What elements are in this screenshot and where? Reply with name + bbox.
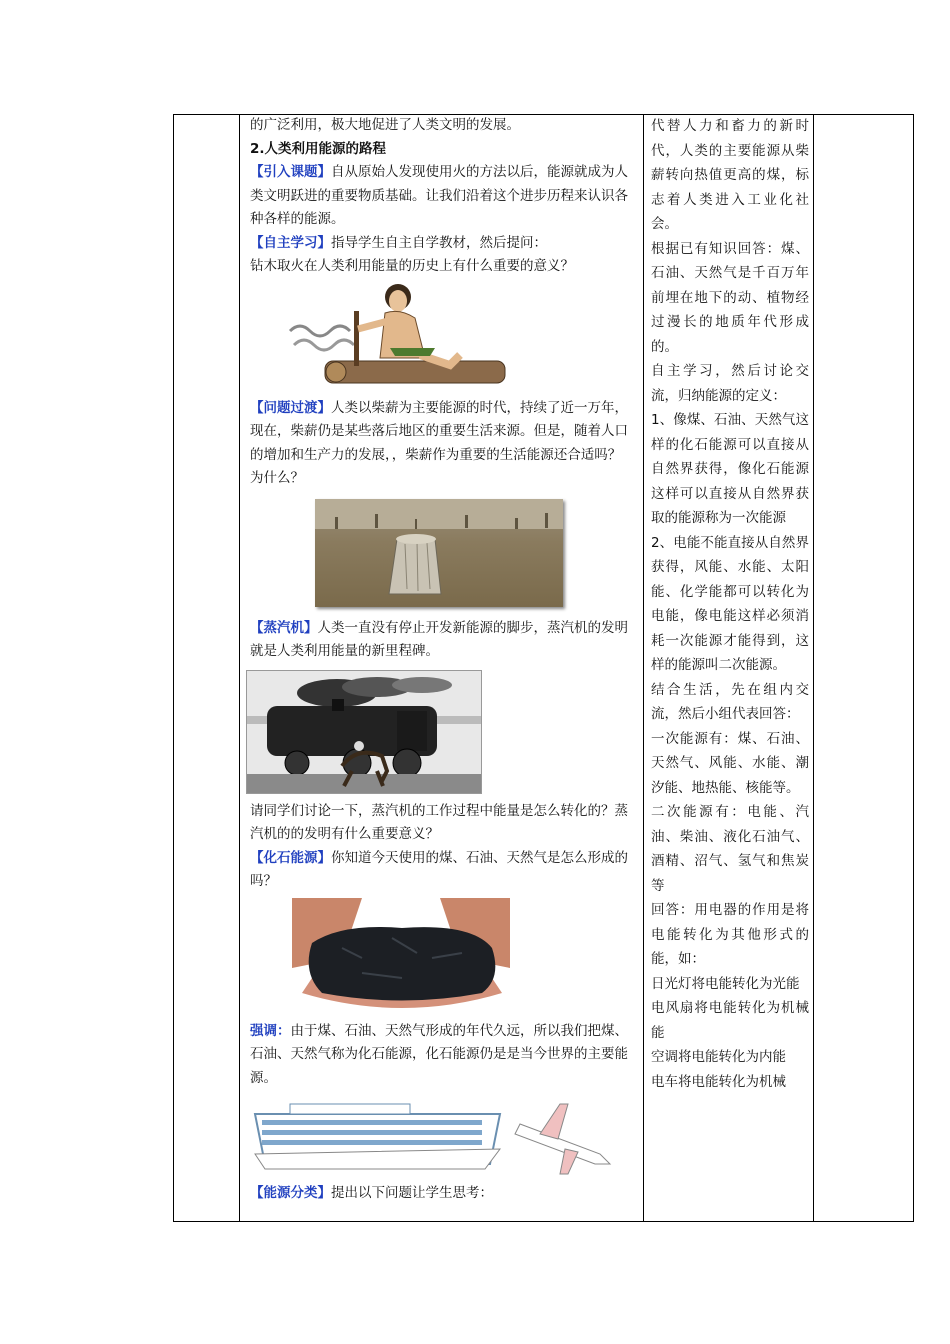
- fossil-text: 你知道今天使用的煤、石油、天然气是怎么形成的吗？: [250, 849, 628, 889]
- steam-text: 人类一直没有停止开发新能源的脚步，蒸汽机的发明就是人类利用能量的新里程碑。: [250, 619, 628, 659]
- deforested-land-photo: [315, 499, 563, 607]
- side-text-3: 自主学习，然后讨论交流，归纳能源的定义：: [651, 363, 809, 404]
- study-text: 指导学生自主自学教材，然后提问：: [331, 234, 547, 251]
- transition-text: 人类以柴薪为主要能源的时代，持续了近一万年，现在，柴薪仍是某些落后地区的重要生活来源。但是，随着人口的增加和生产力的发展，，柴薪作为重要的生活能源还合适吗？为什么？: [250, 399, 628, 486]
- section-heading: 2.人类利用能源的路程: [250, 140, 387, 157]
- side-text-8: 二次能源有：电能、汽油、柴油、液化石油气、酒精、沼气、氢气和焦炭等: [651, 804, 809, 894]
- intro-text: 自从原始人发现使用火的方法以后，能源就成为人类文明跃进的重要物质基础。让我们沿着这个进步历程来认识各种各样的能源。: [250, 164, 628, 227]
- classification-text: 提出以下问题让学生思考：: [331, 1185, 493, 1201]
- side-text-11: 电风扇将电能转化为机械能: [651, 1000, 809, 1041]
- coal-image: [250, 898, 634, 1016]
- fire-drilling-image: [250, 283, 634, 393]
- side-text-1: 代替人力和畜力的新时代，人类的主要能源从柴薪转向热值更高的煤，标志着人类进入工业化社会。: [651, 118, 809, 232]
- side-text-5: 2、电能不能直接从自然界获得，风能、水能、太阳能、化学能都可以转化为电能，像电能这样必须消耗一次能源才能得到，这样的能源叫二次能源。: [651, 534, 809, 673]
- fossil-paragraph: [250, 847, 634, 894]
- table-bottom-border: [173, 1221, 914, 1222]
- paragraph-civilization: 的广泛利用，极大地促进了人类文明的发展。: [250, 117, 520, 133]
- side-text-12: 空调将电能转化为内能: [651, 1049, 786, 1065]
- side-text-10: 日光灯将电能转化为光能: [651, 975, 800, 992]
- table-divider-2: [643, 114, 644, 1222]
- question-fire: 钻木取火在人类利用能量的历史上有什么重要的意义？: [250, 258, 574, 274]
- table-divider-1: [239, 114, 240, 1222]
- steam-train-image: [250, 668, 634, 796]
- study-paragraph: [250, 232, 634, 256]
- transition-tag: 【问题过渡】: [250, 399, 331, 416]
- emphasis-paragraph: [250, 1020, 634, 1091]
- side-text-4: 1、像煤、石油、天然气这样的化石能源可以直接从自然界获得，像化石能源这样可以直接从自然界获取的能源称为一次能源: [651, 412, 809, 526]
- classification-tag: 【能源分类】: [250, 1185, 331, 1201]
- ship-plane-drawing: [250, 1094, 620, 1178]
- coal-drawing: [292, 898, 510, 1012]
- emphasis-tag: 强调：: [250, 1022, 291, 1039]
- side-text-7: 一次能源有：煤、石油、天然气、风能、水能、潮汐能、地热能、核能等。: [651, 730, 809, 796]
- steam-tag: 【蒸汽机】: [250, 619, 318, 636]
- ship-plane-image: [250, 1094, 634, 1178]
- train-drawing: [247, 671, 481, 793]
- student-activity-column: [651, 114, 809, 1094]
- fossil-tag: 【化石能源】: [250, 849, 331, 866]
- lesson-table: [173, 114, 914, 1222]
- tree-stump-image: [250, 495, 634, 613]
- coal-photo: [292, 898, 510, 1012]
- side-text-13: 电车将电能转化为机械: [651, 1073, 786, 1090]
- side-text-9: 回答：用电器的作用是将电能转化为其他形式的能，如：: [651, 902, 809, 967]
- table-divider-3: [813, 114, 814, 1222]
- table-border-left: [173, 114, 174, 1222]
- stump-drawing: [315, 499, 563, 607]
- transition-paragraph: [250, 397, 634, 491]
- classification-paragraph: [250, 1182, 634, 1206]
- table-border-right: [913, 114, 914, 1222]
- intro-paragraph: [250, 161, 634, 232]
- side-text-6: 结合生活，先在组内交流，然后小组代表回答：: [651, 681, 809, 722]
- fire-drilling-illustration: [280, 283, 520, 393]
- emphasis-text: 由于煤、石油、天然气形成的年代久远，所以我们把煤、石油、天然气称为化石能源，化石能源仍是是当今世界的主要能源。: [250, 1022, 628, 1086]
- steam-question: 请同学们讨论一下，蒸汽机的工作过程中能量是怎么转化的？蒸汽机的的发明有什么重要意义？: [250, 802, 628, 842]
- study-tag: 【自主学习】: [250, 234, 331, 251]
- teacher-activity-column: [250, 114, 634, 1206]
- side-text-2: 根据已有知识回答：煤、石油、天然气是千百万年前埋在地下的动、植物经过漫长的地质年代形成的。: [651, 240, 809, 355]
- steam-train-photo: [246, 670, 482, 794]
- intro-tag: 【引入课题】: [250, 164, 331, 180]
- steam-paragraph: [250, 617, 634, 664]
